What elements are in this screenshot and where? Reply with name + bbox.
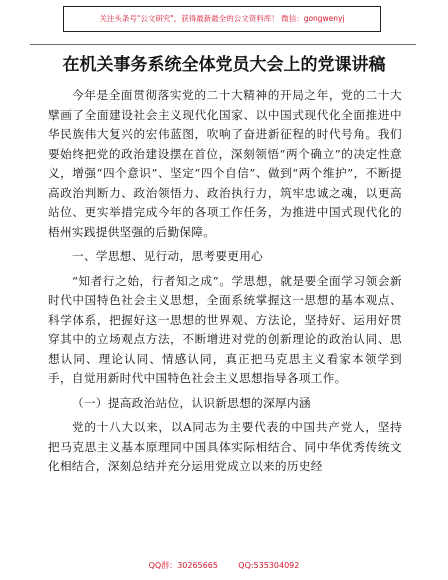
footer-qq: QQ:535304092 (238, 561, 300, 570)
footer-qq-group: QQ群：30265665 (148, 561, 218, 570)
section-heading-1: 一、学思想、见行动，思考要更用心 (72, 249, 264, 263)
paragraph-intro: 今年是全面贯彻落实党的二十大精神的开局之年，党的二十大擘画了全面建设社会主义现代化国家、以中国式现代化全面推进中华民族伟大复兴的宏伟蓝图，吹响了奋进新征程的时代号角。我们要始终把党的政治建设摆在首位，深刻领悟“两个确立”的决定性意义，增强“四个意识”、坚定“四个自信”、做到“两个维护”，不断提高政治判断力、政治领悟力、政治执行力，筑牢忠诚之魂，以更高站位、更实举措完成今年的各项工作任务，为推进中国式现代化的梧州实践提供坚强的后勤保障。 (48, 88, 402, 239)
paragraph-history: 党的十八大以来，以A同志为主要代表的中国共产党人，坚持把马克思主义基本原理同中国具体实际相结合、同中华优秀传统文化相结合，深刻总结并充分运用党成立以来的历史经 (48, 420, 402, 473)
promo-banner: 关注头条号"公文研究"，获得最新最全的公文资料库！ 微信：gongwenyj (63, 6, 381, 32)
subsection-heading-1: （一）提高政治站位，认识新思想的深厚内涵 (72, 395, 311, 410)
header-divider (30, 44, 416, 45)
document-title: 在机关事务系统全体党员大会上的党课讲稿 (62, 55, 386, 75)
paragraph-study: “知者行之始，行者知之成”。学思想，就是要全面学习领会新时代中国特色社会主义思想，全面系统掌握这一思想的基本观点、科学体系，把握好这一思想的世界观、方法论，坚持好、运用好贯穿其中的立场观点方法，不断增进对党的创新理论的政治认同、思想认同、理论认同、情感认同，真正把马克思主义看家本领学到手，自觉用新时代中国特色社会主义思想指导各项工作。 (48, 273, 402, 385)
page-header (0, 0, 448, 58)
page-footer (0, 560, 448, 571)
document-body (48, 86, 402, 477)
